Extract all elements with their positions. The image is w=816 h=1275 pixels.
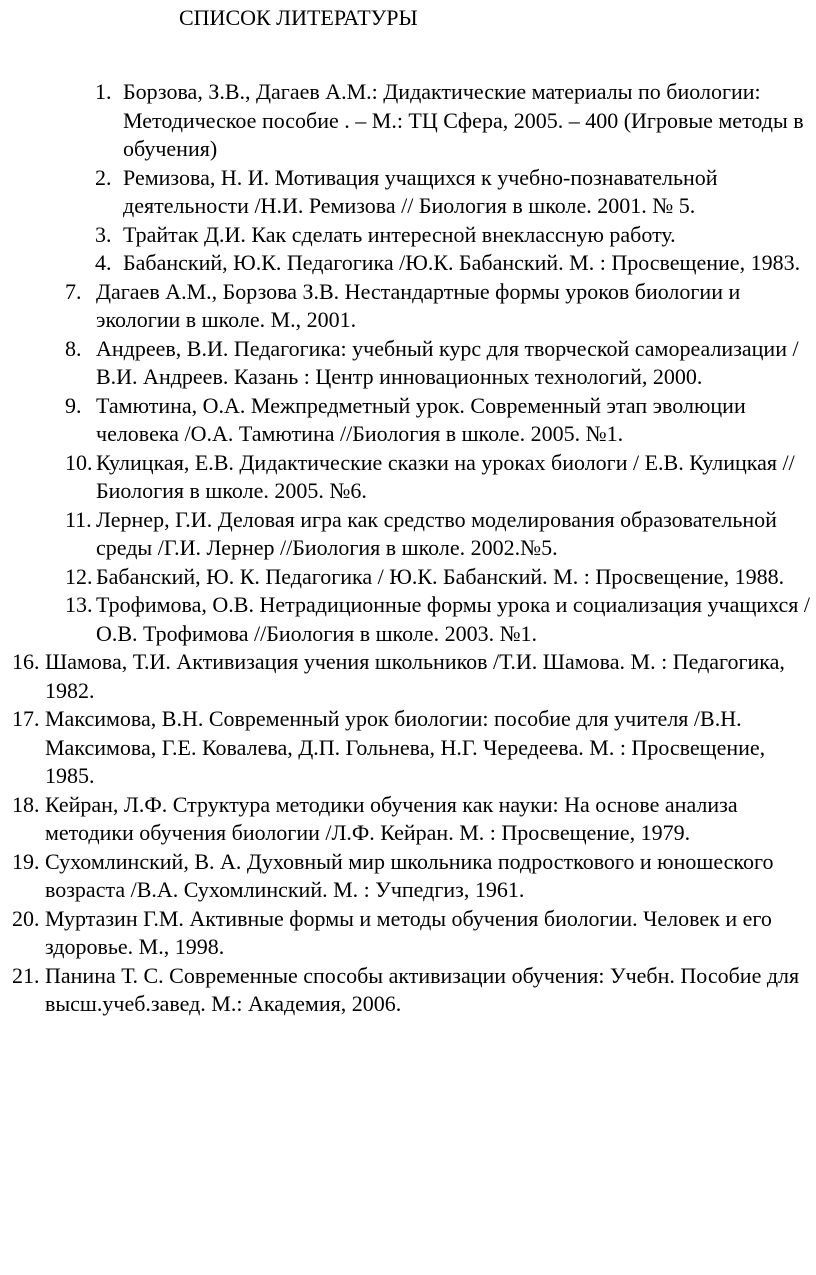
item-number: 18.	[12, 791, 40, 817]
list-item	[0, 791, 816, 848]
item-number: 9.	[65, 392, 82, 418]
item-number: 3.	[95, 221, 112, 247]
item-text: Максимова, В.Н. Современный урок биологии: пособие для учителя /В.Н. Максимова, Г.Е. Ковалева, Д.П. Гольнева, Н.Г. Чередеева. М. : Просвещение, 1985.	[45, 706, 766, 788]
item-text: Панина Т. С. Современные способы активизации обучения: Учебн. Пособие для высш.учеб.завед. М.: Академия, 2006.	[45, 962, 800, 1016]
item-number: 1.	[95, 79, 112, 104]
list-item	[0, 449, 816, 506]
item-text: Ремизова, Н. И. Мотивация учащихся к учебно-познавательной деятельности /Н.И. Ремизова // Биология в школе. 2001. № 5.	[123, 164, 718, 218]
list-item	[0, 648, 816, 705]
item-number: 8.	[65, 335, 82, 361]
item-text: Сухомлинский, В. А. Духовный мир школьника подросткового и юношеского возраста /В.А. Сухомлинский. М. : Учпедгиз, 1961.	[45, 848, 774, 902]
page-title: СПИСОК ЛИТЕРАТУРЫ	[179, 5, 418, 30]
item-number: 7.	[65, 278, 82, 304]
item-number: 17.	[12, 706, 40, 731]
list-item	[0, 221, 816, 250]
list-item	[0, 392, 816, 449]
item-number: 4.	[95, 250, 112, 275]
list-item	[0, 905, 816, 962]
item-number: 12.	[65, 563, 93, 589]
item-text: Трайтак Д.И. Как сделать интересной внеклассную работу.	[123, 221, 676, 247]
item-number: 13.	[65, 592, 93, 617]
item-text: Дагаев А.М., Борзова З.В. Нестандартные формы уроков биологии и экологии в школе. М., 2001.	[96, 278, 741, 332]
item-number: 16.	[12, 649, 40, 674]
item-text: Муртазин Г.М. Активные формы и методы обучения биологии. Человек и его здоровье. М., 1998.	[45, 905, 772, 959]
item-text: Кулицкая, Е.В. Дидактические сказки на уроках биологи / Е.В. Кулицкая //Биология в школе. 2005. №6.	[96, 449, 795, 503]
item-text: Кейран, Л.Ф. Структура методики обучения как науки: На основе анализа методики обучения биологии /Л.Ф. Кейран. М. : Просвещение, 1979.	[45, 791, 738, 845]
list-item	[0, 705, 816, 791]
item-text: Трофимова, О.В. Нетрадиционные формы урока и социализация учащихся / О.В. Трофимова //Биология в школе. 2003. №1.	[96, 592, 810, 646]
item-number: 2.	[95, 164, 112, 190]
list-item	[0, 335, 816, 392]
item-text: Лернер, Г.И. Деловая игра как средство моделирования образовательной среды /Г.И. Лернер //Биология в школе. 2002.№5.	[96, 506, 777, 560]
item-text: Тамютина, О.А. Межпредметный урок. Современный этап эволюции человека /О.А. Тамютина //Биология в школе. 2005. №1.	[96, 392, 746, 446]
item-text: Шамова, Т.И. Активизация учения школьников /Т.И. Шамова. М. : Педагогика, 1982.	[45, 649, 785, 703]
list-item	[0, 164, 816, 221]
list-item	[0, 563, 816, 592]
item-number: 19.	[12, 848, 40, 874]
list-item	[0, 591, 816, 648]
item-text: Борзова, З.В., Дагаев А.М.: Дидактические материалы по биологии: Методическое пособие . – М.: ТЦ Сфера, 2005. – 400 (Игровые методы в обучения)	[123, 79, 804, 161]
item-text: Бабанский, Ю.К. Педагогика /Ю.К. Бабанский. М. : Просвещение, 1983.	[123, 250, 801, 275]
list-item	[0, 506, 816, 563]
list-item	[0, 962, 816, 1019]
list-item	[0, 249, 816, 278]
item-number: 20.	[12, 905, 40, 931]
list-item	[0, 848, 816, 905]
item-number: 21.	[12, 962, 40, 988]
list-item	[0, 78, 816, 164]
item-text: Андреев, В.И. Педагогика: учебный курс для творческой самореализации /В.И. Андреев. Казань : Центр инновационных технологий, 2000.	[96, 335, 799, 389]
item-text: Бабанский, Ю. К. Педагогика / Ю.К. Бабанский. М. : Просвещение, 1988.	[96, 563, 785, 589]
list-item	[0, 278, 816, 335]
item-number: 10.	[65, 449, 93, 475]
item-number: 11.	[65, 506, 92, 532]
reference-list	[0, 78, 816, 1019]
